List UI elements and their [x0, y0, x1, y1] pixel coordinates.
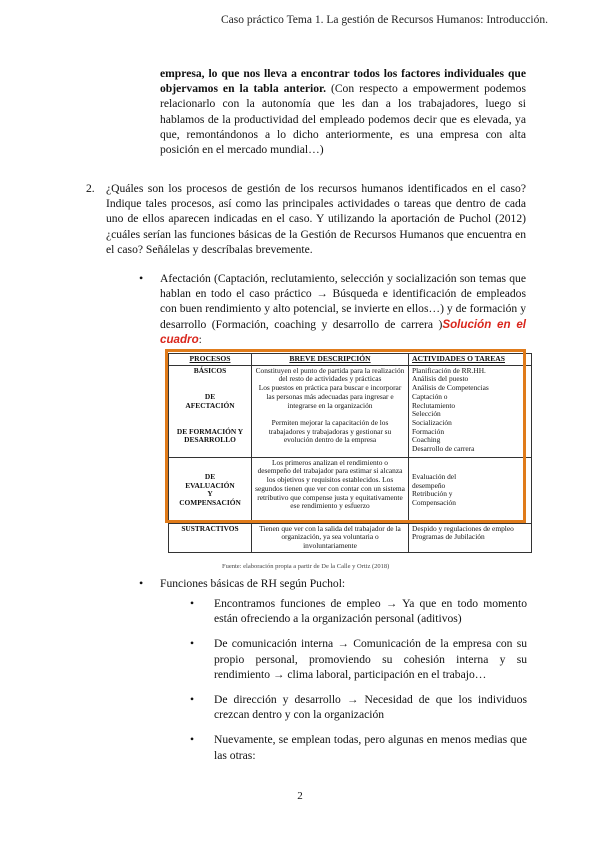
bullet1-text: Afectación (Captación, reclutamiento, selección y socialización son temas que hablan en todo el caso práctico → Búsqueda e identificación de empleados con buen rendimiento y alto potencial, se invierte en ellos…) y de formación y desarrollo (Formación, coaching y desarrollo de carrera ): [160, 272, 526, 331]
list-item-text: De comunicación interna → Comunicación de la empresa con su propio personal, promoviendo su cohesión interna y su rendimiento → clima laboral, participación en el trabajo…: [214, 637, 527, 681]
bullet1-tail: :: [198, 332, 202, 346]
table-row: [169, 523, 532, 552]
table-cell-description: Constituyen el punto de partida para la realización del resto de actividades y prácticas Los puestos en práctica para buscar e incorporar las personas más adecuadas para ingresar e integrarse en la organización Permiten mejorar la capacitación de los trabajadores y trabajadoras y gestionar su evolución dentro de la empresa: [252, 365, 409, 457]
table-cell-process: BÁSICOS DE AFECTACIÓN DE FORMACIÓN Y DESARROLLO: [169, 365, 252, 457]
bullet1-paragraph: [160, 271, 526, 347]
bullet2-text: Funciones básicas de RH según Puchol:: [160, 577, 346, 590]
table-cell-process: DE EVALUACIÓN Y COMPENSACIÓN: [169, 457, 252, 523]
intro-bold-text: empresa, lo que nos lleva a encontrar todos los factores individuales que objervamos en la tabla anterior.: [160, 67, 526, 96]
bullet-symbol: •: [190, 597, 195, 610]
table-source: Fuente: elaboración propia a partir de De la Calle y Ortiz (2018): [222, 563, 390, 570]
table-header-cell: ACTIVIDADES O TAREAS: [409, 354, 532, 366]
intro-normal-text: (Con respecto a empowerment podemos relacionarlo con la autonomía que les dan a los trabajadores, luego si hablamos de la productividad del empleado podemos decir que es elevada, ya que, remontándonos a lo dicho anteriormente, es una empresa con alta posición en el mercado mundial…): [160, 82, 526, 157]
table-row: [169, 365, 532, 457]
table-header-cell: BREVE DESCRIPCIÓN: [252, 354, 409, 366]
page-number: 2: [297, 790, 303, 802]
table-cell-description: Tienen que ver con la salida del trabajador de la organización, ya sea voluntaria o involuntariamente: [252, 523, 409, 552]
list-item-text: De dirección y desarrollo → Necesidad de que los individuos crezcan dentro y con la organización: [214, 693, 527, 722]
list-item: [190, 596, 527, 626]
bullet-symbol: •: [190, 693, 195, 707]
table-cell-process: SUSTRACTIVOS: [169, 523, 252, 552]
table-row: [169, 457, 532, 523]
bullet1-symbol: •: [139, 271, 144, 285]
intro-paragraph: [160, 66, 526, 157]
list-item: [190, 732, 527, 762]
bullet-symbol: •: [190, 637, 195, 651]
table-cell-tasks: Despido y regulaciones de empleo Programas de Jubilación: [409, 523, 532, 552]
table-cell-description: Los primeros analizan el rendimiento o desempeño del trabajador para estimar si alcanza los objetivos y requisitos establecidos. Los segundos tienen que ver con contar con un sistema retributivo que compense justa y equitativamente ese rendimiento y esfuerzo: [252, 457, 409, 523]
table-cell-tasks: Evaluación del desempeño Retribución y Compensación: [409, 457, 532, 523]
table-header-cell: PROCESOS: [169, 354, 252, 366]
table-cell-tasks: Planificación de RR.HH. Análisis del puesto Análisis de Competencias Captación o Reclutamiento Selección Socialización Formación Coaching Desarrollo de carrera: [409, 365, 532, 457]
list-item: [190, 692, 527, 722]
page-header: Caso práctico Tema 1. La gestión de Recursos Humanos: Introducción.: [221, 14, 548, 26]
bullet-symbol: •: [190, 733, 195, 747]
list-item-text: Encontramos funciones de empleo → Ya que en todo momento están ofreciendo a la organización personal (aditivos): [214, 597, 527, 626]
solution-highlight: Solución en el cuadro: [160, 317, 527, 346]
table-header-row: [169, 354, 532, 366]
processes-table: [168, 353, 532, 553]
sub-bullet-list: [190, 596, 527, 773]
list-item-text: Nuevamente, se emplean todas, pero algunas en menos medias que las otras:: [214, 733, 527, 762]
bullet2-symbol: •: [139, 576, 144, 590]
question-number: 2.: [86, 182, 95, 195]
question-text: ¿Quáles son los procesos de gestión de los recursos humanos identificados en el caso? Indique tales procesos, así como las principales actividades o tareas que dentro de cada uno de ellos aparecen indicadas en el caso. Y utilizando la aportación de Puchol (2012) ¿cuáles serían las funciones básicas de la Gestión de Recursos Humanos que encuentra en el caso? Señálelas y descríbalas brevemente.: [106, 182, 526, 256]
list-item: [190, 636, 527, 682]
